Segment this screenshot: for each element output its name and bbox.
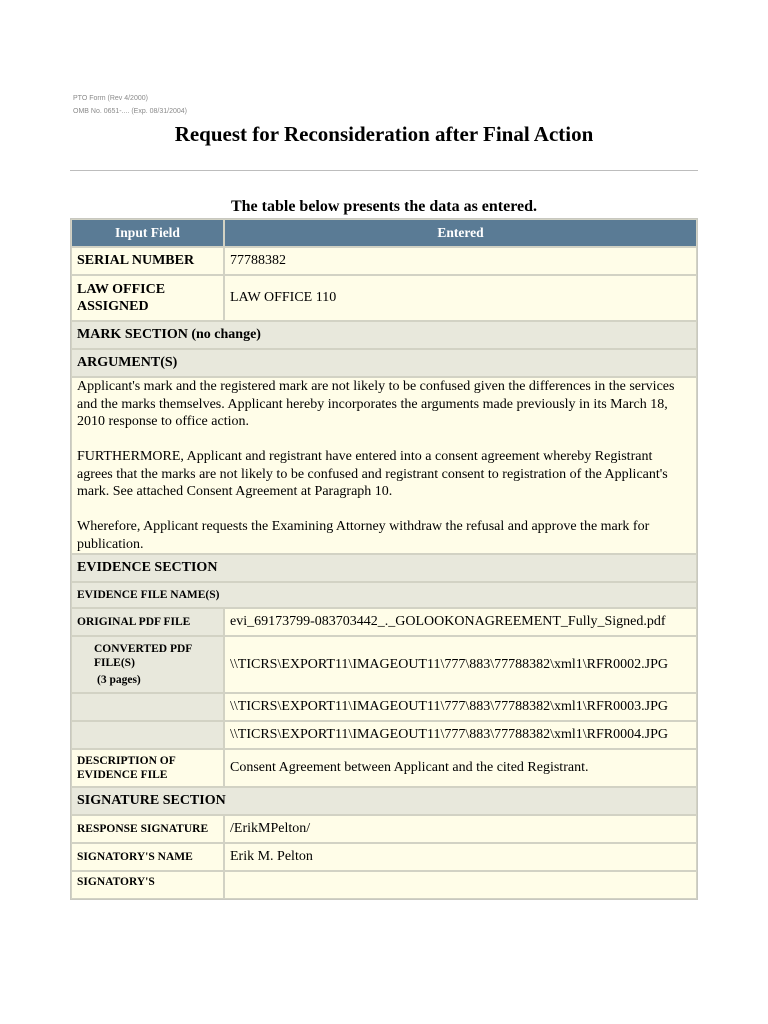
table-caption: The table below presents the data as entered. [230,198,538,215]
horizontal-rule [70,170,698,171]
table-row [71,247,697,275]
converted-pdf-pages: (3 pages) [97,674,141,686]
mark-section-heading: MARK SECTION (no change) [71,321,697,349]
table-row [71,787,697,815]
table-row [71,377,697,554]
table-row [71,554,697,582]
signatory-name-label: SIGNATORY'S NAME [71,843,224,871]
table-row [71,721,697,749]
table-row [71,843,697,871]
evidence-description-label: DESCRIPTION OF EVIDENCE FILE [71,749,224,787]
page-cutoff [0,906,768,1024]
evidence-description-value: Consent Agreement between Applicant and the cited Registrant. [224,749,697,787]
converted-file-value: \\TICRS\EXPORT11\IMAGEOUT11\777\883\77788382\xml1\RFR0004.JPG [224,721,697,749]
converted-file-value: \\TICRS\EXPORT11\IMAGEOUT11\777\883\77788382\xml1\RFR0003.JPG [224,693,697,721]
argument-paragraph: Applicant's mark and the registered mark are not likely to be confused given the differences in the services and the marks themselves. Applicant hereby incorporates the arguments made previously in its March 18, 2010 response to office action. [77,379,675,429]
law-office-label: LAW OFFICE ASSIGNED [71,275,224,321]
empty-label-cell [71,721,224,749]
arguments-text [71,377,697,554]
table-row [71,693,697,721]
table-row [71,321,697,349]
table-row [71,636,697,693]
table-row [71,749,697,787]
evidence-section-heading: EVIDENCE SECTION [71,554,697,582]
argument-paragraph: FURTHERMORE, Applicant and registrant have entered into a consent agreement whereby Registrant agrees that the marks are not likely to be confused and registrant consent to registration of the Applicant's mark. See attached Consent Agreement at Paragraph 10. [77,449,668,499]
table-header-row [71,219,697,247]
omb-number: OMB No. 0651-.... (Exp. 08/31/2004) [73,108,188,115]
table-row [71,815,697,843]
serial-number-label: SERIAL NUMBER [71,247,224,275]
signatory-partial-label: SIGNATORY'S [71,871,224,899]
page-title: Request for Reconsideration after Final Action [174,122,594,146]
response-signature-value: /ErikMPelton/ [224,815,697,843]
signatory-partial-value [224,871,697,899]
converted-file-value: \\TICRS\EXPORT11\IMAGEOUT11\777\883\77788382\xml1\RFR0002.JPG [224,636,697,693]
evidence-file-names-heading: EVIDENCE FILE NAME(S) [71,582,697,608]
empty-label-cell [71,693,224,721]
original-pdf-value: evi_69173799-083703442_._GOLOOKONAGREEMENT_Fully_Signed.pdf [224,608,697,636]
table-row [71,582,697,608]
response-signature-label: RESPONSE SIGNATURE [71,815,224,843]
table-row [71,275,697,321]
law-office-value: LAW OFFICE 110 [224,275,697,321]
signature-section-heading: SIGNATURE SECTION [71,787,697,815]
serial-number-value: 77788382 [224,247,697,275]
original-pdf-label: ORIGINAL PDF FILE [71,608,224,636]
table-row [71,871,697,899]
argument-paragraph: Wherefore, Applicant requests the Examining Attorney withdraw the refusal and approve the mark for publication. [77,519,650,552]
signatory-name-value: Erik M. Pelton [224,843,697,871]
arguments-heading: ARGUMENT(S) [71,349,697,377]
data-table [70,218,698,900]
column-header-entered: Entered [224,219,697,247]
converted-pdf-label [71,636,224,693]
table-row [71,349,697,377]
form-number: PTO Form (Rev 4/2000) [73,95,148,102]
converted-pdf-label-text: CONVERTED PDF FILE(S) [94,643,192,669]
table-row [71,608,697,636]
column-header-input-field: Input Field [71,219,224,247]
